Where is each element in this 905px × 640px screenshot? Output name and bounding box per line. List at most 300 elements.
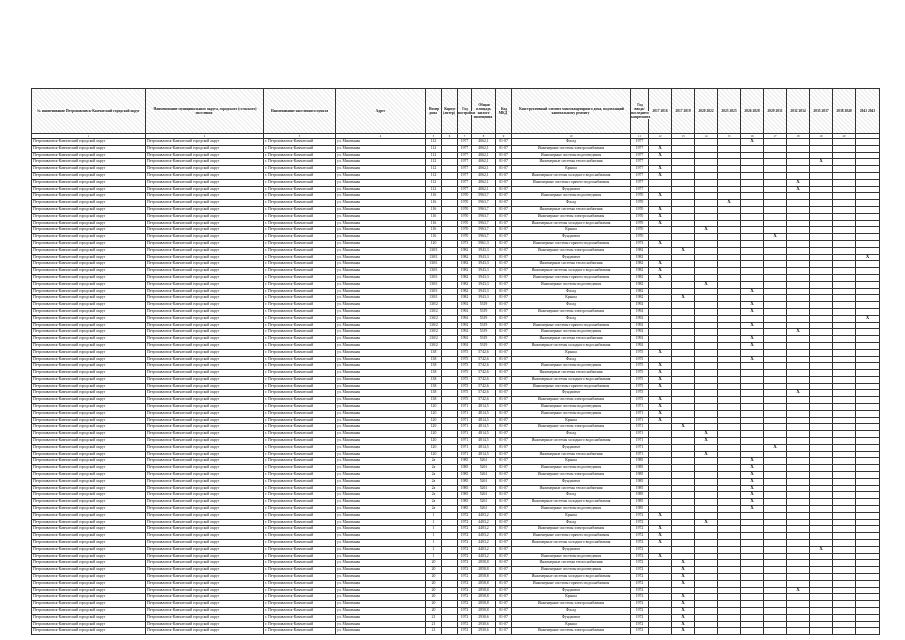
settlement-cell: г. Петропавловск-Камчатский: [264, 485, 336, 492]
corpus-cell: [442, 560, 458, 567]
corpus-cell: [442, 438, 458, 445]
street-cell: ул. Мишенная: [336, 546, 426, 553]
house-cell: 120: [426, 431, 442, 438]
period-mark-cell: [856, 206, 880, 213]
period-mark-cell: [718, 247, 741, 254]
period-mark-cell: [695, 308, 718, 315]
settlement-cell: г. Петропавловск-Камчатский: [264, 166, 336, 173]
house-cell: 130/1: [426, 288, 442, 295]
table-row: [32, 574, 880, 581]
district-cell: Петропавловск-Камчатский городской округ: [146, 404, 264, 411]
period-mark-cell: [718, 478, 741, 485]
period-mark-cell: X: [649, 410, 672, 417]
period-mark-cell: [718, 444, 741, 451]
house-cell: 130/2: [426, 342, 442, 349]
period-mark-cell: [672, 227, 695, 234]
period-mark-cell: [856, 574, 880, 581]
municipality-cell: Петропавловск-Камчатский городской округ: [32, 574, 146, 581]
period-mark-cell: [810, 594, 833, 601]
period-mark-cell: [764, 472, 787, 479]
municipality-cell: Петропавловск-Камчатский городской округ: [32, 587, 146, 594]
period-mark-cell: [787, 601, 810, 608]
period-mark-cell: [833, 526, 856, 533]
corpus-cell: [442, 356, 458, 363]
period-mark-cell: [833, 159, 856, 166]
element-cell: Инженерные системы электроснабжения: [512, 472, 631, 479]
element-cell: Инженерные системы теплоснабжения: [512, 159, 631, 166]
street-cell: ул. Мишенная: [336, 261, 426, 268]
period-mark-cell: X: [672, 628, 695, 635]
period-mark-cell: [764, 546, 787, 553]
ref-year-cell: 1970: [631, 220, 649, 227]
ref-year-cell: 1971: [631, 451, 649, 458]
period-mark-cell: X: [672, 567, 695, 574]
street-cell: ул. Мишенная: [336, 200, 426, 207]
table-row: [32, 451, 880, 458]
house-cell: 120: [426, 424, 442, 431]
period-mark-cell: [833, 145, 856, 152]
element-cell: Фундамент: [512, 614, 631, 621]
period-mark-cell: [695, 404, 718, 411]
municipality-cell: Петропавловск-Камчатский городской округ: [32, 540, 146, 547]
period-mark-cell: [856, 152, 880, 159]
municipality-cell: Петропавловск-Камчатский городской округ: [32, 213, 146, 220]
year-cell: 1971: [458, 444, 472, 451]
period-mark-cell: [810, 519, 833, 526]
period-mark-cell: [718, 506, 741, 513]
period-mark-cell: [787, 444, 810, 451]
period-mark-cell: [833, 261, 856, 268]
period-mark-cell: [718, 485, 741, 492]
period-mark-cell: [649, 594, 672, 601]
period-mark-cell: [649, 329, 672, 336]
house-cell: 21: [426, 628, 442, 635]
settlement-cell: г. Петропавловск-Камчатский: [264, 601, 336, 608]
period-mark-cell: [718, 213, 741, 220]
ref-year-cell: 1971: [631, 438, 649, 445]
period-mark-cell: [672, 288, 695, 295]
period-mark-cell: [718, 288, 741, 295]
period-mark-cell: [718, 594, 741, 601]
period-mark-cell: [764, 139, 787, 146]
table-row: [32, 315, 880, 322]
corpus-cell: [442, 295, 458, 302]
period-mark-cell: [718, 438, 741, 445]
street-cell: ул. Мишенная: [336, 472, 426, 479]
code-cell: 01-07: [496, 574, 512, 581]
period-mark-cell: [695, 349, 718, 356]
ref-year-cell: 1985: [631, 506, 649, 513]
ref-year-cell: 1985: [631, 499, 649, 506]
period-mark-cell: [810, 268, 833, 275]
table-row: [32, 220, 880, 227]
period-mark-cell: [856, 200, 880, 207]
settlement-cell: г. Петропавловск-Камчатский: [264, 607, 336, 614]
period-mark-cell: X: [741, 322, 764, 329]
period-mark-cell: X: [672, 247, 695, 254]
area-cell: 5742,6: [472, 356, 496, 363]
code-cell: 01-07: [496, 485, 512, 492]
period-mark-cell: X: [741, 472, 764, 479]
year-cell: 1972: [458, 526, 472, 533]
street-cell: ул. Мишенная: [336, 540, 426, 547]
house-cell: 20: [426, 601, 442, 608]
corpus-cell: [442, 499, 458, 506]
period-mark-cell: [764, 240, 787, 247]
period-mark-cell: [810, 540, 833, 547]
district-cell: Петропавловск-Камчатский городской округ: [146, 281, 264, 288]
period-mark-cell: [810, 601, 833, 608]
period-mark-cell: [649, 254, 672, 261]
house-cell: 1: [426, 519, 442, 526]
settlement-cell: г. Петропавловск-Камчатский: [264, 438, 336, 445]
period-mark-cell: [649, 288, 672, 295]
period-mark-cell: [856, 220, 880, 227]
period-mark-cell: [856, 166, 880, 173]
period-mark-cell: [672, 152, 695, 159]
house-cell: 20: [426, 587, 442, 594]
corpus-cell: [442, 308, 458, 315]
corpus-cell: [442, 567, 458, 574]
period-mark-cell: [810, 172, 833, 179]
street-cell: ул. Мишенная: [336, 526, 426, 533]
period-mark-cell: [695, 152, 718, 159]
period-mark-cell: [672, 390, 695, 397]
settlement-cell: г. Петропавловск-Камчатский: [264, 506, 336, 513]
year-cell: 1972: [458, 628, 472, 635]
column-number: 6: [442, 134, 458, 139]
period-mark-cell: [718, 240, 741, 247]
element-cell: Инженерные системы электроснабжения: [512, 397, 631, 404]
house-cell: 130/1: [426, 254, 442, 261]
period-mark-cell: [810, 370, 833, 377]
period-mark-cell: X: [856, 254, 880, 261]
code-cell: 01-07: [496, 499, 512, 506]
period-mark-cell: X: [649, 349, 672, 356]
municipality-cell: Петропавловск-Камчатский городской округ: [32, 444, 146, 451]
area-cell: 3943,3: [472, 261, 496, 268]
ref-year-cell: 1982: [631, 295, 649, 302]
period-mark-cell: [718, 261, 741, 268]
period-mark-cell: X: [695, 438, 718, 445]
period-mark-cell: [764, 383, 787, 390]
period-mark-cell: [764, 580, 787, 587]
municipality-cell: Петропавловск-Камчатский городской округ: [32, 580, 146, 587]
period-mark-cell: [787, 383, 810, 390]
period-mark-cell: [649, 567, 672, 574]
period-mark-cell: [672, 363, 695, 370]
period-mark-cell: [810, 587, 833, 594]
period-mark-cell: [695, 363, 718, 370]
district-cell: Петропавловск-Камчатский городской округ: [146, 580, 264, 587]
municipality-cell: Петропавловск-Камчатский городской округ: [32, 247, 146, 254]
period-mark-cell: [810, 614, 833, 621]
period-mark-cell: [672, 458, 695, 465]
municipality-cell: Петропавловск-Камчатский городской округ: [32, 227, 146, 234]
period-mark-cell: [718, 424, 741, 431]
period-mark-cell: [810, 512, 833, 519]
period-mark-cell: [672, 553, 695, 560]
area-cell: 2858,8: [472, 574, 496, 581]
period-mark-cell: [741, 607, 764, 614]
period-mark-cell: X: [649, 206, 672, 213]
house-cell: 138: [426, 349, 442, 356]
corpus-cell: [442, 404, 458, 411]
period-mark-cell: [695, 397, 718, 404]
period-mark-cell: [764, 213, 787, 220]
district-cell: Петропавловск-Камчатский городской округ: [146, 431, 264, 438]
settlement-cell: г. Петропавловск-Камчатский: [264, 424, 336, 431]
year-cell: 1971: [458, 438, 472, 445]
period-mark-cell: [833, 621, 856, 628]
municipality-cell: Петропавловск-Камчатский городской округ: [32, 560, 146, 567]
settlement-cell: г. Петропавловск-Камчатский: [264, 451, 336, 458]
corpus-cell: [442, 601, 458, 608]
period-mark-cell: [695, 458, 718, 465]
period-mark-cell: [810, 336, 833, 343]
period-mark-cell: X: [856, 315, 880, 322]
corpus-cell: [442, 206, 458, 213]
settlement-cell: г. Петропавловск-Камчатский: [264, 213, 336, 220]
area-cell: 5961,3: [472, 240, 496, 247]
period-mark-cell: [810, 302, 833, 309]
header-area: Общая площадь жилого помещения: [472, 89, 496, 134]
table-row: [32, 512, 880, 519]
period-mark-cell: [672, 336, 695, 343]
period-mark-cell: [764, 152, 787, 159]
period-mark-cell: [672, 417, 695, 424]
period-mark-cell: [856, 329, 880, 336]
street-cell: ул. Мишенная: [336, 159, 426, 166]
period-mark-cell: [764, 145, 787, 152]
area-cell: 4403,2: [472, 533, 496, 540]
house-cell: 21: [426, 621, 442, 628]
district-cell: Петропавловск-Камчатский городской округ: [146, 193, 264, 200]
house-cell: 138: [426, 356, 442, 363]
period-mark-cell: [718, 533, 741, 540]
area-cell: 5319: [472, 302, 496, 309]
ref-year-cell: 1992: [631, 315, 649, 322]
period-mark-cell: [787, 152, 810, 159]
period-mark-cell: [741, 594, 764, 601]
period-mark-cell: [649, 281, 672, 288]
municipality-cell: Петропавловск-Камчатский городской округ: [32, 417, 146, 424]
period-mark-cell: [833, 628, 856, 635]
period-mark-cell: [787, 485, 810, 492]
period-mark-cell: [695, 370, 718, 377]
corpus-cell: [442, 376, 458, 383]
municipality-cell: Петропавловск-Камчатский городской округ: [32, 186, 146, 193]
element-cell: Инженерные системы теплоснабжения: [512, 206, 631, 213]
period-mark-cell: [741, 268, 764, 275]
period-mark-cell: [741, 397, 764, 404]
street-cell: ул. Мишенная: [336, 308, 426, 315]
area-cell: 4403,2: [472, 553, 496, 560]
year-cell: 1985: [458, 465, 472, 472]
period-mark-cell: [649, 200, 672, 207]
house-cell: 1: [426, 540, 442, 547]
municipality-cell: Петропавловск-Камчатский городской округ: [32, 492, 146, 499]
district-cell: Петропавловск-Камчатский городской округ: [146, 234, 264, 241]
house-cell: 116: [426, 234, 442, 241]
settlement-cell: г. Петропавловск-Камчатский: [264, 621, 336, 628]
period-mark-cell: [741, 526, 764, 533]
area-cell: 5261: [472, 492, 496, 499]
street-cell: ул. Мишенная: [336, 234, 426, 241]
period-mark-cell: [741, 261, 764, 268]
settlement-cell: г. Петропавловск-Камчатский: [264, 261, 336, 268]
element-cell: Крыша: [512, 417, 631, 424]
corpus-cell: [442, 546, 458, 553]
table-row: [32, 370, 880, 377]
period-mark-cell: [810, 424, 833, 431]
header-period-3: 2023 2025: [718, 89, 741, 134]
corpus-cell: [442, 465, 458, 472]
period-mark-cell: [695, 546, 718, 553]
table-row: [32, 410, 880, 417]
street-cell: ул. Мишенная: [336, 281, 426, 288]
period-mark-cell: [695, 356, 718, 363]
district-cell: Петропавловск-Камчатский городской округ: [146, 288, 264, 295]
ref-year-cell: 1971: [631, 424, 649, 431]
period-mark-cell: [649, 424, 672, 431]
period-mark-cell: [741, 417, 764, 424]
period-mark-cell: [695, 295, 718, 302]
street-cell: ул. Мишенная: [336, 574, 426, 581]
area-cell: 2858,8: [472, 560, 496, 567]
ref-year-cell: 1982: [631, 281, 649, 288]
header-municipality: № наименование Петропавловск-Камчатский городской округ: [32, 89, 146, 134]
ref-year-cell: 1972: [631, 594, 649, 601]
house-cell: 138: [426, 397, 442, 404]
period-mark-cell: [787, 349, 810, 356]
period-mark-cell: [672, 587, 695, 594]
code-cell: 01-07: [496, 322, 512, 329]
period-mark-cell: [833, 614, 856, 621]
period-mark-cell: [695, 322, 718, 329]
district-cell: Петропавловск-Камчатский городской округ: [146, 390, 264, 397]
period-mark-cell: [672, 356, 695, 363]
period-mark-cell: [810, 458, 833, 465]
year-cell: 1982: [458, 274, 472, 281]
code-cell: 01-07: [496, 526, 512, 533]
period-mark-cell: [764, 370, 787, 377]
element-cell: Инженерные системы горячего водоснабжения: [512, 240, 631, 247]
period-mark-cell: [718, 206, 741, 213]
element-cell: Крыша: [512, 295, 631, 302]
district-cell: Петропавловск-Камчатский городской округ: [146, 628, 264, 635]
settlement-cell: г. Петропавловск-Камчатский: [264, 614, 336, 621]
period-mark-cell: [833, 376, 856, 383]
table-row: [32, 526, 880, 533]
table-row: [32, 594, 880, 601]
period-mark-cell: [718, 274, 741, 281]
house-cell: 130/2: [426, 329, 442, 336]
period-mark-cell: [718, 329, 741, 336]
period-mark-cell: X: [649, 533, 672, 540]
element-cell: Инженерные системы электроснабжения: [512, 213, 631, 220]
period-mark-cell: [810, 444, 833, 451]
period-mark-cell: [810, 349, 833, 356]
period-mark-cell: X: [741, 139, 764, 146]
corpus-cell: [442, 315, 458, 322]
period-mark-cell: [787, 397, 810, 404]
corpus-cell: [442, 607, 458, 614]
period-mark-cell: [741, 206, 764, 213]
period-mark-cell: [787, 560, 810, 567]
municipality-cell: Петропавловск-Камчатский городской округ: [32, 431, 146, 438]
year-cell: 1975: [458, 356, 472, 363]
street-cell: ул. Мишенная: [336, 607, 426, 614]
ref-year-cell: 1977: [631, 139, 649, 146]
settlement-cell: г. Петропавловск-Камчатский: [264, 383, 336, 390]
year-cell: 1977: [458, 166, 472, 173]
ref-year-cell: 1975: [631, 363, 649, 370]
period-mark-cell: [856, 139, 880, 146]
period-mark-cell: [764, 159, 787, 166]
year-cell: 1985: [458, 478, 472, 485]
period-mark-cell: [718, 417, 741, 424]
period-mark-cell: [856, 308, 880, 315]
area-cell: 4814,5: [472, 404, 496, 411]
period-mark-cell: [718, 281, 741, 288]
period-mark-cell: [695, 465, 718, 472]
settlement-cell: г. Петропавловск-Камчатский: [264, 152, 336, 159]
period-mark-cell: [695, 261, 718, 268]
house-cell: 20: [426, 574, 442, 581]
period-mark-cell: [695, 512, 718, 519]
table-row: [32, 404, 880, 411]
municipality-cell: Петропавловск-Камчатский городской округ: [32, 179, 146, 186]
header-year: Год постройки: [458, 89, 472, 134]
period-mark-cell: X: [787, 186, 810, 193]
element-cell: Фундамент: [512, 234, 631, 241]
municipality-cell: Петропавловск-Камчатский городской округ: [32, 315, 146, 322]
table-row: [32, 308, 880, 315]
period-mark-cell: [856, 567, 880, 574]
area-cell: 4814,5: [472, 444, 496, 451]
column-number: 12: [649, 134, 672, 139]
house-cell: 112: [426, 186, 442, 193]
settlement-cell: г. Петропавловск-Камчатский: [264, 376, 336, 383]
district-cell: Петропавловск-Камчатский городской округ: [146, 533, 264, 540]
period-mark-cell: [856, 370, 880, 377]
code-cell: 01-07: [496, 315, 512, 322]
settlement-cell: г. Петропавловск-Камчатский: [264, 159, 336, 166]
period-mark-cell: [672, 302, 695, 309]
period-mark-cell: X: [741, 458, 764, 465]
code-cell: 01-07: [496, 614, 512, 621]
header-code: Код МКД: [496, 89, 512, 134]
period-mark-cell: [764, 268, 787, 275]
period-mark-cell: [856, 465, 880, 472]
code-cell: 01-07: [496, 308, 512, 315]
element-cell: Инженерные системы холодного водоснабжения: [512, 540, 631, 547]
period-mark-cell: [856, 234, 880, 241]
period-mark-cell: [810, 145, 833, 152]
period-mark-cell: [741, 587, 764, 594]
table-row: [32, 628, 880, 635]
street-cell: ул. Мишенная: [336, 567, 426, 574]
table-row: [32, 560, 880, 567]
period-mark-cell: [787, 247, 810, 254]
district-cell: Петропавловск-Камчатский городской округ: [146, 356, 264, 363]
district-cell: Петропавловск-Камчатский городской округ: [146, 458, 264, 465]
period-mark-cell: [695, 268, 718, 275]
code-cell: 01-07: [496, 200, 512, 207]
period-mark-cell: [764, 526, 787, 533]
period-mark-cell: [649, 506, 672, 513]
